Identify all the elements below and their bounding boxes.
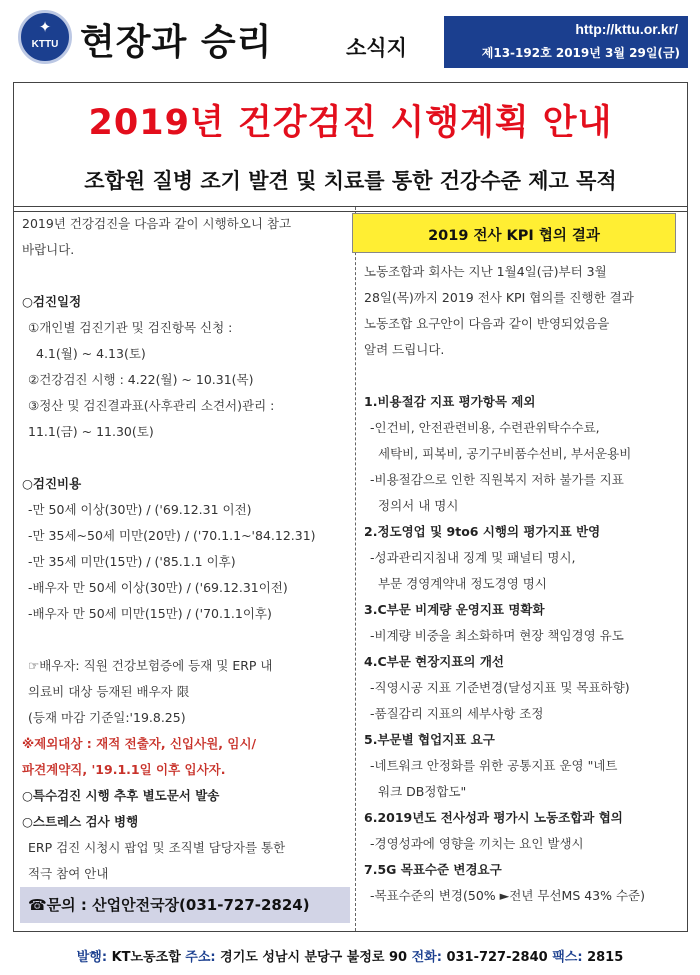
intro-line: 2019년 건강검진을 다음과 같이 시행하오니 참고 bbox=[22, 216, 292, 231]
kpi-item: -비용절감으로 인한 직원복지 저하 불가를 지표 bbox=[370, 472, 624, 487]
kpi-item: -네트워크 안정화를 위한 공통지표 운영 "네트 bbox=[370, 758, 618, 773]
special-checkup-note: ○특수검진 시행 추후 별도문서 발송 bbox=[22, 788, 220, 803]
kpi-section-heading: 4.C부문 현장지표의 개선 bbox=[364, 654, 504, 669]
publisher-footer bbox=[0, 946, 700, 965]
logo-text: KTTU bbox=[31, 39, 59, 50]
cost-item: -배우자 만 50세 미만(15만) / ('70.1.1이후) bbox=[28, 606, 272, 621]
address-label: 주소: bbox=[185, 950, 216, 965]
phone-label: 전화: bbox=[411, 950, 442, 965]
address: 경기도 성남시 분당구 불정로 90 bbox=[220, 950, 408, 965]
publisher-name: KT노동조합 bbox=[111, 950, 181, 965]
schedule-item: 11.1(금) ~ 11.30(토) bbox=[28, 424, 154, 439]
headline: 2019년 건강검진 시행계획 안내 bbox=[88, 103, 613, 143]
kpi-section-heading: 1.비용절감 지표 평가항목 제외 bbox=[364, 394, 536, 409]
kpi-title-box bbox=[352, 213, 676, 253]
fax-label: 팩스: bbox=[552, 950, 583, 965]
kpi-item: -목표수준의 변경(50% ►전년 무선MS 43% 수준) bbox=[370, 888, 646, 903]
stress-test-line: 적극 참여 안내 bbox=[28, 866, 109, 881]
health-checkup-column bbox=[22, 211, 346, 887]
kpi-item: -비계량 비중을 최소화하며 현장 책임경영 유도 bbox=[370, 628, 624, 643]
subheadline: 조합원 질병 조기 발견 및 치료를 통한 건강수준 제고 목적 bbox=[84, 169, 617, 193]
website-link[interactable]: http://kttu.or.kr/ bbox=[575, 21, 678, 37]
kpi-intro-line: 28일(목)까지 2019 전사 KPI 협의를 진행한 결과 bbox=[364, 290, 634, 305]
cost-item: -만 35세~50세 미만(20만) / ('70.1.1~'84.12.31) bbox=[28, 528, 316, 543]
fax-number: 2815 bbox=[587, 950, 624, 965]
kpi-item: -품질감리 지표의 세부사항 조정 bbox=[370, 706, 544, 721]
kpi-item: -경영성과에 영향을 끼치는 요인 발생시 bbox=[370, 836, 584, 851]
newsletter-title: 현장과 승리 bbox=[80, 21, 273, 63]
kpi-section-heading: 3.C부문 비계량 운영지표 명확화 bbox=[364, 602, 545, 617]
cost-item: -배우자 만 50세 이상(30만) / ('69.12.31이전) bbox=[28, 580, 288, 595]
schedule-item: ②건강검진 시행 : 4.22(월) ~ 10.31(목) bbox=[28, 372, 254, 387]
kpi-item: 부문 경영계약내 정도경영 명시 bbox=[378, 576, 547, 591]
phone-number: 031-727-2840 bbox=[446, 950, 548, 965]
kpi-item: 세탁비, 피복비, 공기구비품수선비, 부서운용비 bbox=[378, 446, 632, 461]
intro-line: 바랍니다. bbox=[22, 242, 75, 257]
stress-test-heading: ○스트레스 검사 병행 bbox=[22, 814, 139, 829]
kpi-item: -인건비, 안전관련비용, 수련관위탁수수료, bbox=[370, 420, 600, 435]
issue-number-date: 제13-192호 2019년 3월 29일(금) bbox=[481, 46, 680, 60]
kpi-item: -성과관리지침내 징계 및 패널티 명시, bbox=[370, 550, 576, 565]
exclusion-note: ※제외대상 : 재적 전출자, 신입사원, 임시/ bbox=[22, 736, 257, 751]
schedule-item: 4.1(월) ~ 4.13(토) bbox=[36, 346, 146, 361]
spouse-note: 의료비 대상 등재된 배우자 限 bbox=[28, 684, 190, 699]
kpi-column bbox=[364, 259, 682, 909]
spouse-note: ☞배우자: 직원 건강보험증에 등재 및 ERP 내 bbox=[28, 658, 273, 673]
schedule-item: ①개인별 검진기관 및 검진항목 신청 : bbox=[28, 320, 233, 335]
kpi-intro-line: 노동조합과 회사는 지난 1월4일(금)부터 3월 bbox=[364, 264, 607, 279]
kpi-item: 정의서 내 명시 bbox=[378, 498, 459, 513]
stress-test-line: ERP 검진 시청시 팝업 및 조직별 담당자를 통한 bbox=[28, 840, 286, 855]
kpi-intro-line: 노동조합 요구안이 다음과 같이 반영되었음을 bbox=[364, 316, 610, 331]
issue-info-box bbox=[444, 16, 688, 68]
headline-frame bbox=[13, 82, 688, 212]
kttu-logo bbox=[18, 10, 72, 64]
cost-item: -만 35세 미만(15만) / ('85.1.1 이후) bbox=[28, 554, 236, 569]
newsletter-subtitle: 소식지 bbox=[346, 36, 407, 60]
kpi-intro-line: 알려 드립니다. bbox=[364, 342, 445, 357]
kpi-section-heading: 6.2019년도 전사성과 평가시 노동조합과 협의 bbox=[364, 810, 623, 825]
kpi-section-heading: 2.정도영업 및 9to6 시행의 평가지표 반영 bbox=[364, 524, 601, 539]
kpi-section-heading: 7.5G 목표수준 변경요구 bbox=[364, 862, 502, 877]
schedule-heading: ○검진일정 bbox=[22, 294, 82, 309]
kpi-item: -직영시공 지표 기준변경(달성지표 및 목표하향) bbox=[370, 680, 630, 695]
column-divider bbox=[355, 207, 356, 931]
masthead bbox=[8, 6, 688, 74]
kpi-title: 2019 전사 KPI 협의 결과 bbox=[428, 228, 600, 244]
star-icon: ✦ bbox=[38, 18, 52, 36]
article-body bbox=[13, 206, 688, 932]
kpi-section-heading: 5.부문별 협업지표 요구 bbox=[364, 732, 495, 747]
contact-box bbox=[20, 887, 350, 923]
schedule-item: ③정산 및 검진결과표(사후관리 소견서)관리 : bbox=[28, 398, 275, 413]
cost-item: -만 50세 이상(30만) / ('69.12.31 이전) bbox=[28, 502, 252, 517]
exclusion-note: 파견계약직, '19.1.1일 이후 입사자. bbox=[22, 762, 226, 777]
spouse-note: (등재 마감 기준일:'19.8.25) bbox=[28, 710, 186, 725]
kpi-item: 워크 DB정합도" bbox=[378, 784, 467, 799]
publisher-label: 발행: bbox=[76, 950, 108, 965]
cost-heading: ○검진비용 bbox=[22, 476, 82, 491]
contact-info: ☎문의 : 산업안전국장(031-727-2824) bbox=[28, 896, 310, 914]
